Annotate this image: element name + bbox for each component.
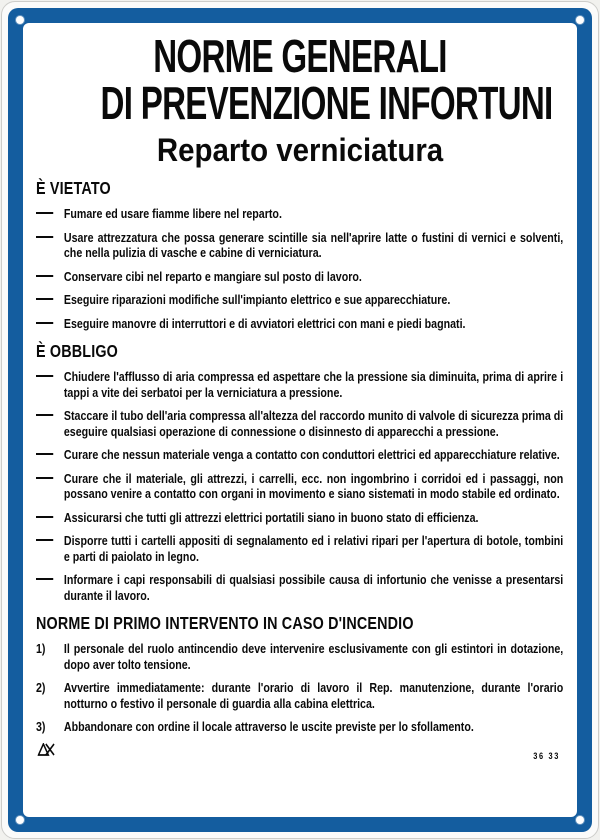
item-text: Staccare il tubo dell'aria compressa all'altezza del raccordo munito di valvole di sicurezza prima di eseguire qualsiasi operazione di connessione o disinnesto di apparecchi a pressione. [63, 408, 564, 439]
section [36, 341, 565, 603]
dash-bullet-bar [36, 516, 53, 518]
list-item [36, 369, 565, 400]
manufacturer-logo-icon [38, 743, 56, 761]
dash-bullet-bar [36, 236, 53, 238]
section [36, 178, 565, 331]
dash-bullet-bar [36, 322, 53, 324]
dash-bullet [36, 447, 64, 455]
dash-bullet-bar [36, 275, 53, 277]
item-text: Chiudere l'afflusso di aria compressa ed aspettare che la pressione sia diminuita, prima di aprire i tappi a vite dei serbatoi per la verniciatura a pressione. [63, 369, 564, 400]
screw-hole-bottom-left [16, 816, 24, 824]
list-item [36, 408, 565, 439]
list-item [36, 533, 565, 564]
dash-bullet [36, 572, 64, 580]
dash-bullet-bar [36, 578, 53, 580]
dash-bullet [36, 471, 64, 479]
list-item [36, 572, 565, 603]
section [36, 613, 565, 735]
item-text: Eseguire manovre di interruttori e di avviatori elettrici con mani e piedi bagnati. [63, 315, 466, 331]
list-item [36, 680, 565, 711]
screw-hole-top-left [16, 16, 24, 24]
sections [36, 178, 565, 735]
dash-bullet [36, 292, 64, 300]
dash-bullet [36, 269, 64, 277]
list-item [36, 269, 565, 285]
list-item [36, 292, 565, 308]
section-heading: È VIETATO [36, 178, 111, 198]
list-item [36, 316, 565, 332]
item-text: Fumare ed usare fiamme libere nel reparto. [63, 206, 282, 221]
dash-bullet-bar [36, 477, 53, 479]
item-text: Avvertire immediatamente: durante l'orario di lavoro il Rep. manutenzione, durante l'orario notturno o festivo il personale di guardia alla cabina elettrica. [63, 680, 564, 711]
item-text: Il personale del ruolo antincendio deve intervenire esclusivamente con gli estintori in dotazione, dopo aver tolto tensione. [63, 641, 564, 672]
dash-bullet-bar [36, 375, 53, 377]
dash-bullet [36, 369, 64, 377]
dash-bullet-bar [36, 298, 53, 300]
catalog-code: 36 33 [533, 750, 560, 761]
dash-bullet-bar [36, 539, 53, 541]
item-text: Curare che il materiale, gli attrezzi, i carrelli, ecc. non ingombrino i corridoi ed i passaggi, non possano venire a contatto con organi in movimento e siano sistemati in modo stabile ed ordinato. [63, 470, 564, 501]
title-line-1: NORME GENERALI [153, 30, 447, 82]
dash-bullet-bar [36, 414, 53, 416]
safety-sign-sheet [1, 1, 599, 839]
dash-bullet [36, 316, 64, 324]
dash-bullet [36, 408, 64, 416]
sign-subtitle: Reparto verniciatura [156, 132, 444, 168]
list-item [36, 230, 565, 261]
section-heading: NORME DI PRIMO INTERVENTO IN CASO D'INCENDIO [36, 613, 414, 633]
list-item [36, 447, 565, 463]
item-text: Assicurarsi che tutti gli attrezzi elettrici portatili siano in buono stato di efficienza. [63, 509, 479, 525]
sign-footer [36, 743, 565, 761]
item-text: Abbandonare con ordine il locale attraverso le uscite previste per lo sfollamento. [63, 719, 474, 734]
item-text: Curare che nessun materiale venga a contatto con conduttori elettrici ed apparecchiature relative. [63, 447, 560, 462]
item-text: Informare i capi responsabili di qualsiasi possibile causa di infortunio che venisse a presentarsi durante il lavoro. [63, 572, 564, 603]
dash-bullet [36, 230, 64, 238]
list-item [36, 510, 565, 526]
sign-content [36, 178, 565, 761]
title-line-2: DI PREVENZIONE INFORTUNI [100, 77, 553, 129]
dash-bullet [36, 510, 64, 518]
number-bullet: 1) [36, 641, 46, 656]
screw-hole-top-right [576, 16, 584, 24]
item-text: Eseguire riparazioni modifiche sull'impianto elettrico e sue apparecchiature. [63, 292, 451, 307]
item-text: Usare attrezzatura che possa generare scintille sia nell'aprire latte o fustini di vernici e solventi, che nella pulizia di vasche e cabine di verniciatura. [63, 229, 564, 260]
sign-panel [23, 23, 577, 817]
dash-bullet-bar [36, 453, 53, 455]
list-item [36, 719, 565, 735]
list-item [36, 206, 565, 222]
sign-blue-frame [8, 8, 592, 832]
dash-bullet [36, 533, 64, 541]
number-bullet: 2) [36, 680, 46, 695]
list-item [36, 641, 565, 672]
dash-bullet [36, 206, 64, 214]
item-text: Disporre tutti i cartelli appositi di segnalamento ed i relativi ripari per l'apertura di botole, tombini e parti di paiolato in legno. [63, 533, 564, 564]
number-bullet: 3) [36, 719, 46, 734]
section-heading: È OBBLIGO [36, 341, 118, 361]
screw-hole-bottom-right [576, 816, 584, 824]
dash-bullet-bar [36, 212, 53, 214]
sign-title [23, 30, 577, 129]
item-text: Conservare cibi nel reparto e mangiare sul posto di lavoro. [63, 268, 362, 284]
list-item [36, 471, 565, 502]
